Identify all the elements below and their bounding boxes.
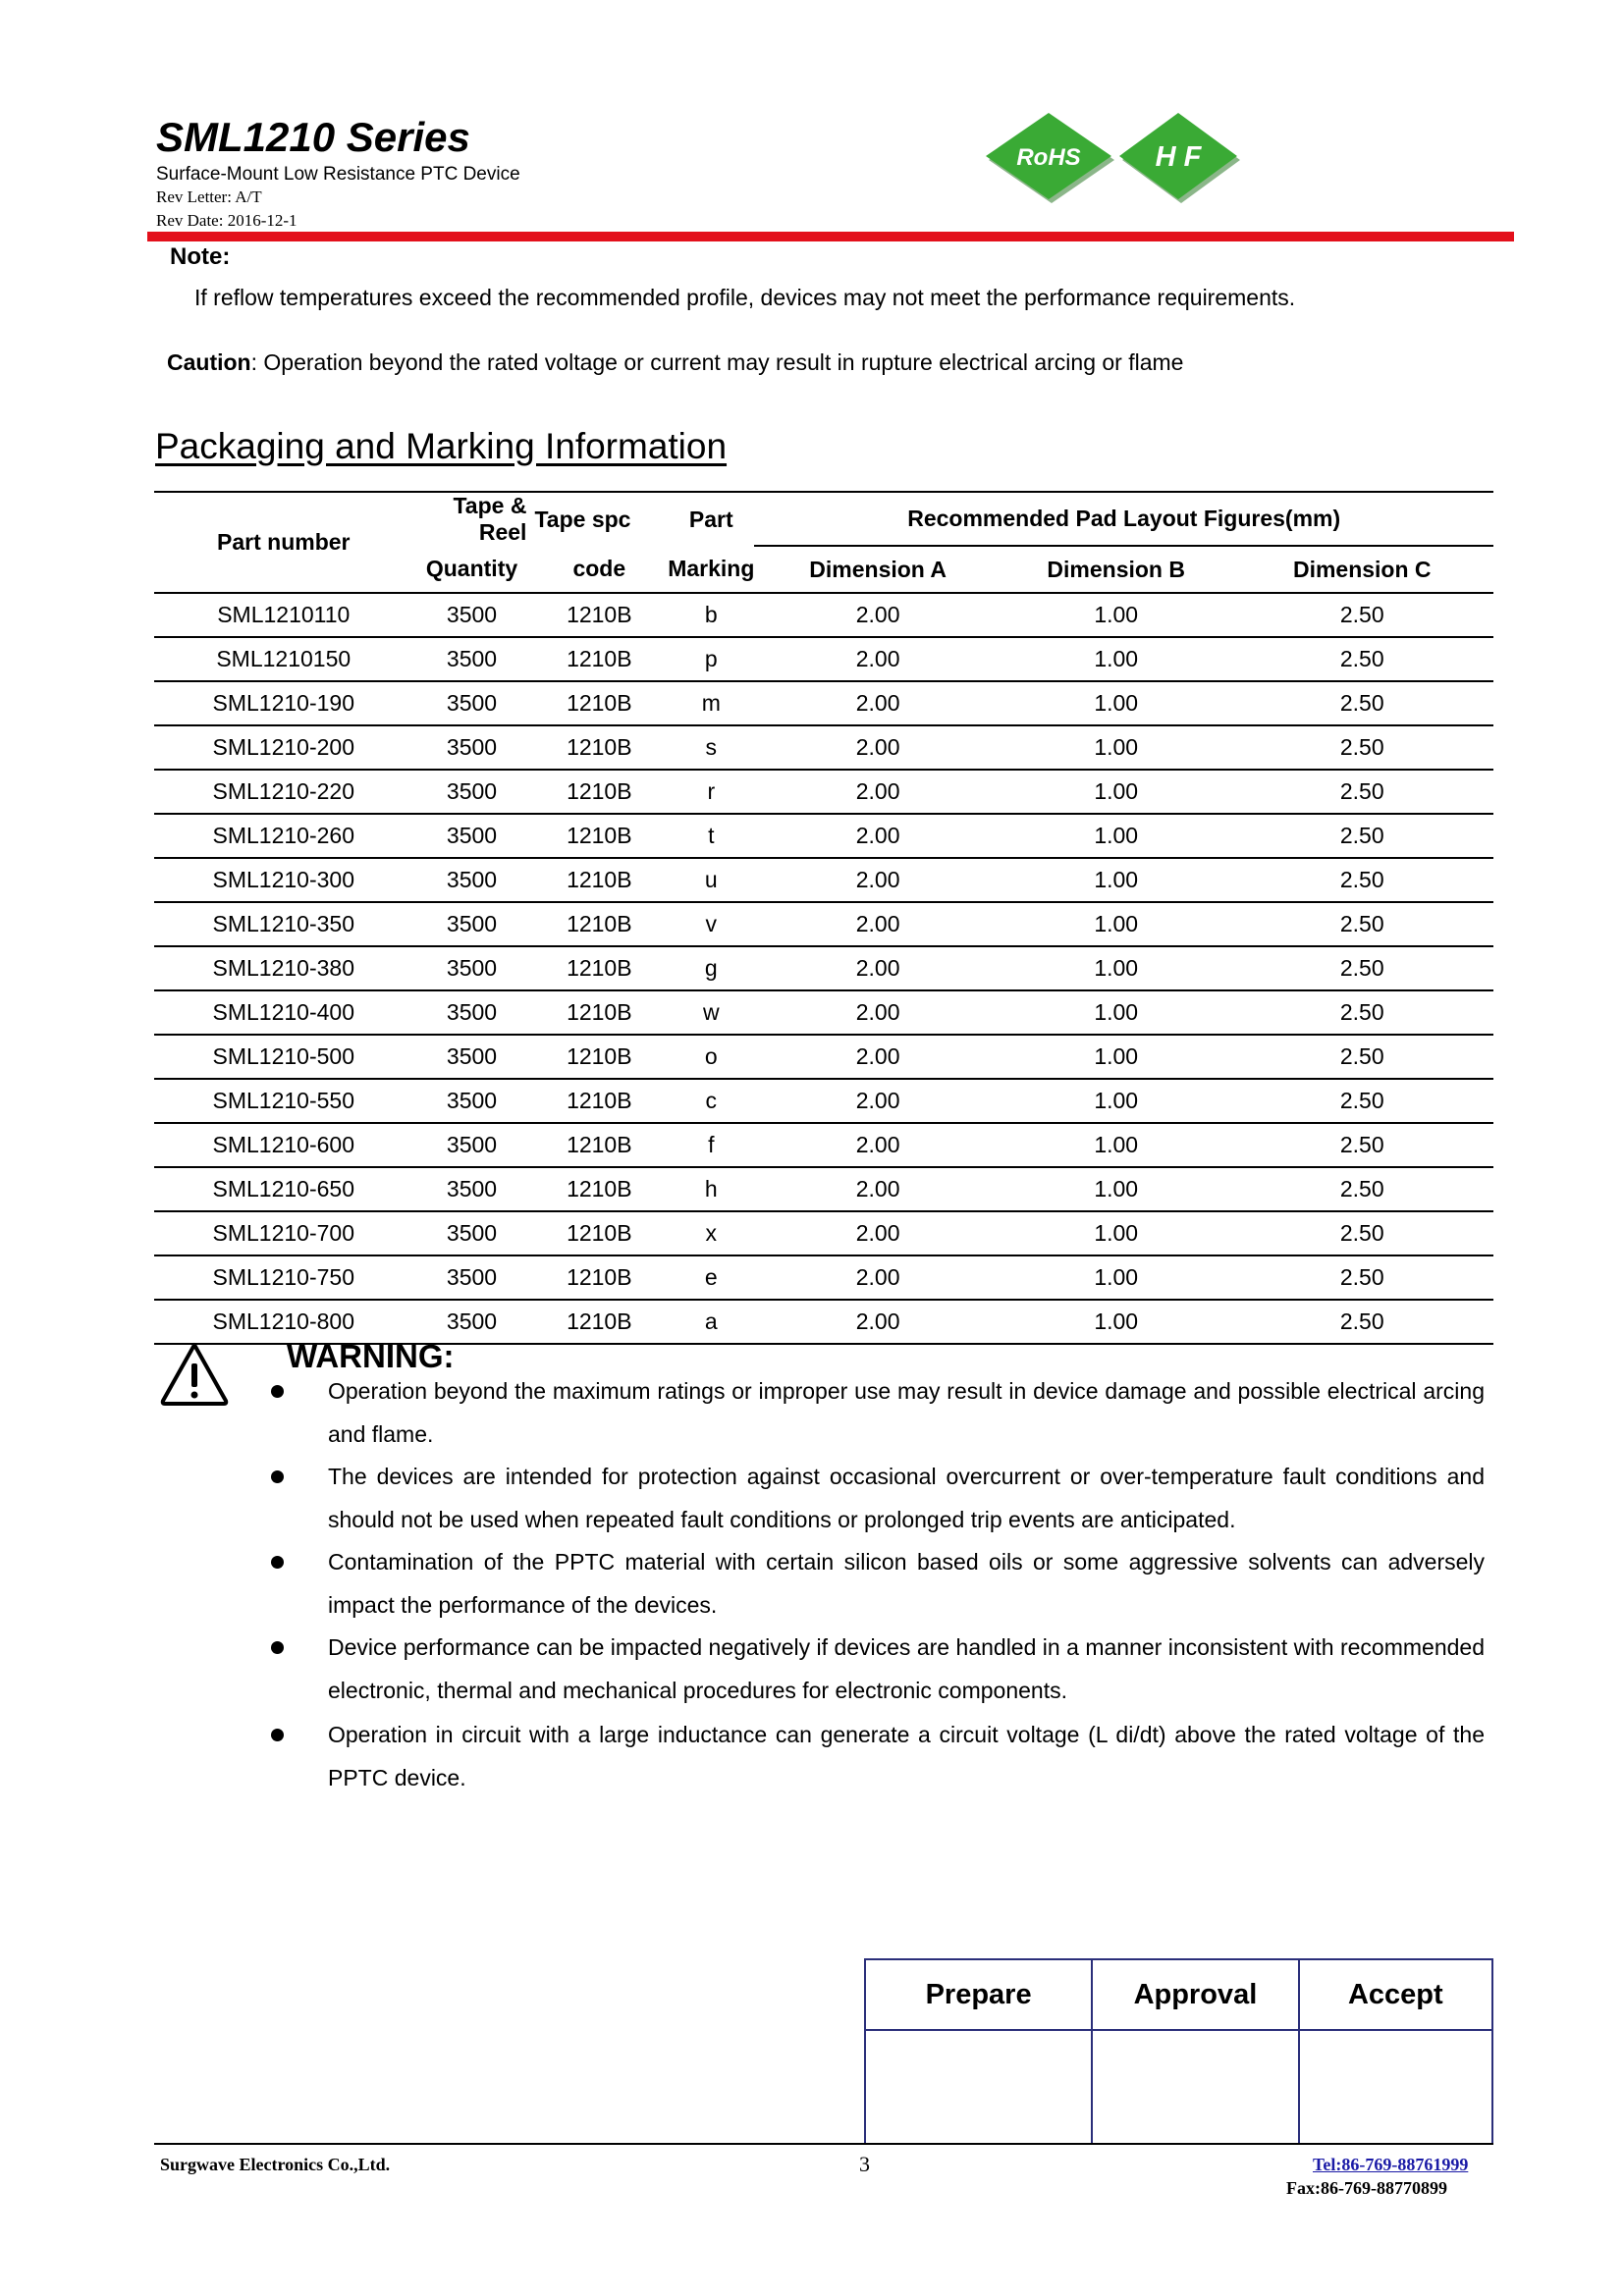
document-subtitle: Surface-Mount Low Resistance PTC Device [156, 164, 520, 185]
table-row [154, 770, 1493, 814]
cell-dimension-b: 1.00 [1001, 858, 1231, 902]
footer-company: Surgwave Electronics Co.,Ltd. [160, 2155, 391, 2174]
cell-marking: m [668, 681, 754, 725]
signoff-table [864, 1958, 1493, 2145]
cell-dimension-c: 2.50 [1231, 858, 1494, 902]
cell-tape-code: 1210B [530, 1300, 668, 1344]
cell-dimension-c: 2.50 [1231, 725, 1494, 770]
cell-quantity: 3500 [413, 858, 531, 902]
warning-item [267, 1541, 1485, 1627]
cell-quantity: 3500 [413, 593, 531, 637]
cell-part-number: SML1210-650 [154, 1167, 413, 1211]
table-row [154, 1079, 1493, 1123]
cell-tape-code: 1210B [530, 814, 668, 858]
table-row [154, 1123, 1493, 1167]
bullet-icon [271, 1556, 284, 1569]
cell-part-number: SML1210-190 [154, 681, 413, 725]
cell-dimension-b: 1.00 [1001, 902, 1231, 946]
header-dimension-a: Dimension A [754, 546, 1001, 593]
signoff-approval-cell [1092, 2030, 1298, 2144]
signoff-approval-label: Approval [1092, 1959, 1298, 2030]
cell-dimension-a: 2.00 [754, 770, 1001, 814]
cell-part-number: SML1210-400 [154, 990, 413, 1035]
hf-logo-text: H F [1155, 141, 1202, 173]
cell-dimension-b: 1.00 [1001, 1035, 1231, 1079]
cell-marking: v [668, 902, 754, 946]
cell-dimension-b: 1.00 [1001, 946, 1231, 990]
cell-marking: t [668, 814, 754, 858]
header-pad-layout: Recommended Pad Layout Figures(mm) [754, 492, 1493, 546]
bullet-icon [271, 1385, 284, 1398]
warning-item [267, 1627, 1485, 1712]
cell-marking: c [668, 1079, 754, 1123]
warning-triangle-icon [159, 1340, 230, 1407]
cell-dimension-a: 2.00 [754, 990, 1001, 1035]
footer-tel-link[interactable]: Tel:86-769-88761999 [1313, 2155, 1469, 2174]
cell-part-number: SML1210-600 [154, 1123, 413, 1167]
cell-dimension-a: 2.00 [754, 814, 1001, 858]
packaging-table [154, 491, 1493, 1345]
cell-part-number: SML1210-350 [154, 902, 413, 946]
section-title: Packaging and Marking Information [155, 426, 728, 466]
caution-label: Caution [167, 349, 251, 375]
cell-dimension-b: 1.00 [1001, 1123, 1231, 1167]
cell-quantity: 3500 [413, 946, 531, 990]
warning-item [267, 1714, 1485, 1799]
bullet-icon [271, 1641, 284, 1654]
cell-quantity: 3500 [413, 1079, 531, 1123]
cell-marking: e [668, 1255, 754, 1300]
cell-quantity: 3500 [413, 725, 531, 770]
signoff-accept-label: Accept [1299, 1959, 1492, 2030]
header-dimension-b: Dimension B [1001, 546, 1231, 593]
cell-dimension-c: 2.50 [1231, 637, 1494, 681]
header-marking: Marking [668, 546, 754, 593]
cell-dimension-a: 2.00 [754, 1079, 1001, 1123]
cell-part-number: SML1210-500 [154, 1035, 413, 1079]
cell-part-number: SML1210110 [154, 593, 413, 637]
table-row [154, 725, 1493, 770]
table-row [154, 858, 1493, 902]
rev-date: Rev Date: 2016-12-1 [156, 211, 298, 230]
cell-dimension-c: 2.50 [1231, 1035, 1494, 1079]
cell-dimension-a: 2.00 [754, 725, 1001, 770]
cell-part-number: SML1210-750 [154, 1255, 413, 1300]
cell-part-number: SML1210-800 [154, 1300, 413, 1344]
table-row [154, 814, 1493, 858]
warning-item-text: Operation in circuit with a large inductance can generate a circuit voltage (L di/dt) above the rated voltage of the PPTC device. [328, 1722, 1485, 1790]
document-title: SML1210 Series [156, 114, 470, 160]
cell-dimension-b: 1.00 [1001, 725, 1231, 770]
cell-dimension-a: 2.00 [754, 902, 1001, 946]
cell-tape-code: 1210B [530, 902, 668, 946]
note-text: If reflow temperatures exceed the recommended profile, devices may not meet the performance requirements. [194, 285, 1296, 310]
cell-dimension-b: 1.00 [1001, 814, 1231, 858]
signoff-prepare-cell [865, 2030, 1092, 2144]
header-tape-reel: Tape & Reel [413, 492, 531, 546]
cell-tape-code: 1210B [530, 1211, 668, 1255]
cell-dimension-a: 2.00 [754, 1035, 1001, 1079]
cell-part-number: SML1210-380 [154, 946, 413, 990]
table-row [154, 946, 1493, 990]
warning-title: WARNING: [287, 1338, 455, 1374]
cell-dimension-b: 1.00 [1001, 593, 1231, 637]
cell-dimension-a: 2.00 [754, 946, 1001, 990]
bullet-icon [271, 1729, 284, 1741]
cell-dimension-b: 1.00 [1001, 770, 1231, 814]
header-code: code [530, 546, 668, 593]
cell-tape-code: 1210B [530, 946, 668, 990]
cell-marking: w [668, 990, 754, 1035]
cell-tape-code: 1210B [530, 858, 668, 902]
cell-part-number: SML1210150 [154, 637, 413, 681]
header-divider [147, 232, 1514, 241]
signoff-accept-cell [1299, 2030, 1492, 2144]
warning-list [267, 1370, 1485, 1799]
cell-marking: x [668, 1211, 754, 1255]
cell-marking: a [668, 1300, 754, 1344]
cell-dimension-c: 2.50 [1231, 1255, 1494, 1300]
cell-tape-code: 1210B [530, 1035, 668, 1079]
cell-dimension-b: 1.00 [1001, 1211, 1231, 1255]
cell-part-number: SML1210-550 [154, 1079, 413, 1123]
rohs-logo-text: RoHS [1016, 144, 1081, 171]
cell-dimension-c: 2.50 [1231, 1123, 1494, 1167]
cell-marking: u [668, 858, 754, 902]
cell-dimension-c: 2.50 [1231, 946, 1494, 990]
cell-quantity: 3500 [413, 1035, 531, 1079]
caution-text [167, 349, 1183, 376]
cell-dimension-a: 2.00 [754, 681, 1001, 725]
cell-marking: p [668, 637, 754, 681]
cell-marking: s [668, 725, 754, 770]
cell-quantity: 3500 [413, 990, 531, 1035]
cell-tape-code: 1210B [530, 1167, 668, 1211]
cell-dimension-c: 2.50 [1231, 1300, 1494, 1344]
cell-quantity: 3500 [413, 1167, 531, 1211]
warning-item [267, 1456, 1485, 1541]
footer-fax: Fax:86-769-88770899 [1286, 2178, 1447, 2198]
table-row [154, 990, 1493, 1035]
table-row [154, 1167, 1493, 1211]
cell-marking: h [668, 1167, 754, 1211]
cell-dimension-a: 2.00 [754, 637, 1001, 681]
cell-tape-code: 1210B [530, 1255, 668, 1300]
cell-marking: f [668, 1123, 754, 1167]
warning-item [267, 1370, 1485, 1456]
table-row [154, 1211, 1493, 1255]
table-row [154, 593, 1493, 637]
cell-tape-code: 1210B [530, 770, 668, 814]
table-row [154, 902, 1493, 946]
bullet-icon [271, 1470, 284, 1483]
cell-tape-code: 1210B [530, 593, 668, 637]
page-number: 3 [859, 2152, 870, 2176]
cell-dimension-b: 1.00 [1001, 1300, 1231, 1344]
table-row [154, 1035, 1493, 1079]
cell-tape-code: 1210B [530, 681, 668, 725]
cell-tape-code: 1210B [530, 990, 668, 1035]
rev-letter: Rev Letter: A/T [156, 187, 262, 206]
cell-quantity: 3500 [413, 814, 531, 858]
header-quantity: Quantity [413, 546, 531, 593]
cell-marking: r [668, 770, 754, 814]
hf-logo [1119, 113, 1240, 203]
cell-part-number: SML1210-220 [154, 770, 413, 814]
cell-dimension-a: 2.00 [754, 1300, 1001, 1344]
cell-dimension-b: 1.00 [1001, 681, 1231, 725]
warning-item-text: Operation beyond the maximum ratings or improper use may result in device damage and possible electrical arcing and flame. [328, 1378, 1485, 1447]
cell-part-number: SML1210-200 [154, 725, 413, 770]
cell-dimension-c: 2.50 [1231, 814, 1494, 858]
cell-dimension-b: 1.00 [1001, 1255, 1231, 1300]
header-part-number: Part number [154, 492, 413, 593]
table-row [154, 681, 1493, 725]
cell-dimension-b: 1.00 [1001, 1079, 1231, 1123]
cell-dimension-b: 1.00 [1001, 1167, 1231, 1211]
cell-quantity: 3500 [413, 681, 531, 725]
cell-tape-code: 1210B [530, 1123, 668, 1167]
cell-marking: o [668, 1035, 754, 1079]
cell-quantity: 3500 [413, 770, 531, 814]
cell-tape-code: 1210B [530, 1079, 668, 1123]
cell-quantity: 3500 [413, 1211, 531, 1255]
table-row [154, 1255, 1493, 1300]
cell-dimension-a: 2.00 [754, 593, 1001, 637]
cell-quantity: 3500 [413, 1300, 531, 1344]
cell-quantity: 3500 [413, 1123, 531, 1167]
cell-dimension-c: 2.50 [1231, 770, 1494, 814]
cell-dimension-c: 2.50 [1231, 1079, 1494, 1123]
header-part-marking-top: Part [668, 492, 754, 546]
cell-dimension-b: 1.00 [1001, 990, 1231, 1035]
cell-marking: g [668, 946, 754, 990]
header-dimension-c: Dimension C [1231, 546, 1494, 593]
cell-part-number: SML1210-300 [154, 858, 413, 902]
cell-tape-code: 1210B [530, 725, 668, 770]
cell-dimension-b: 1.00 [1001, 637, 1231, 681]
cell-dimension-c: 2.50 [1231, 681, 1494, 725]
cell-dimension-c: 2.50 [1231, 1211, 1494, 1255]
cell-quantity: 3500 [413, 902, 531, 946]
rohs-logo [986, 113, 1114, 203]
cell-dimension-a: 2.00 [754, 1123, 1001, 1167]
table-row [154, 637, 1493, 681]
note-label: Note: [170, 243, 231, 270]
cell-tape-code: 1210B [530, 637, 668, 681]
cell-dimension-c: 2.50 [1231, 593, 1494, 637]
cell-marking: b [668, 593, 754, 637]
cell-dimension-a: 2.00 [754, 858, 1001, 902]
cell-quantity: 3500 [413, 637, 531, 681]
cell-quantity: 3500 [413, 1255, 531, 1300]
warning-item-text: Contamination of the PPTC material with certain silicon based oils or some aggressive solvents can adversely impact the performance of the devices. [328, 1549, 1485, 1618]
caution-body: : Operation beyond the rated voltage or current may result in rupture electrical arcing or flame [250, 349, 1184, 375]
cell-dimension-c: 2.50 [1231, 1167, 1494, 1211]
header-tape-spc: Tape spc [530, 492, 668, 546]
signoff-prepare-label: Prepare [865, 1959, 1092, 2030]
cell-dimension-a: 2.00 [754, 1167, 1001, 1211]
cell-part-number: SML1210-700 [154, 1211, 413, 1255]
cell-part-number: SML1210-260 [154, 814, 413, 858]
cell-dimension-a: 2.00 [754, 1211, 1001, 1255]
certification-logos [982, 110, 1247, 208]
warning-item-text: Device performance can be impacted negatively if devices are handled in a manner inconsistent with recommended electronic, thermal and mechanical procedures for electronic components. [328, 1634, 1485, 1703]
cell-dimension-a: 2.00 [754, 1255, 1001, 1300]
cell-dimension-c: 2.50 [1231, 990, 1494, 1035]
warning-item-text: The devices are intended for protection against occasional overcurrent or over-temperature fault conditions and should not be used when repeated fault conditions or prolonged trip events are anticipated. [328, 1464, 1485, 1532]
cell-dimension-c: 2.50 [1231, 902, 1494, 946]
footer-divider [154, 2143, 1493, 2145]
